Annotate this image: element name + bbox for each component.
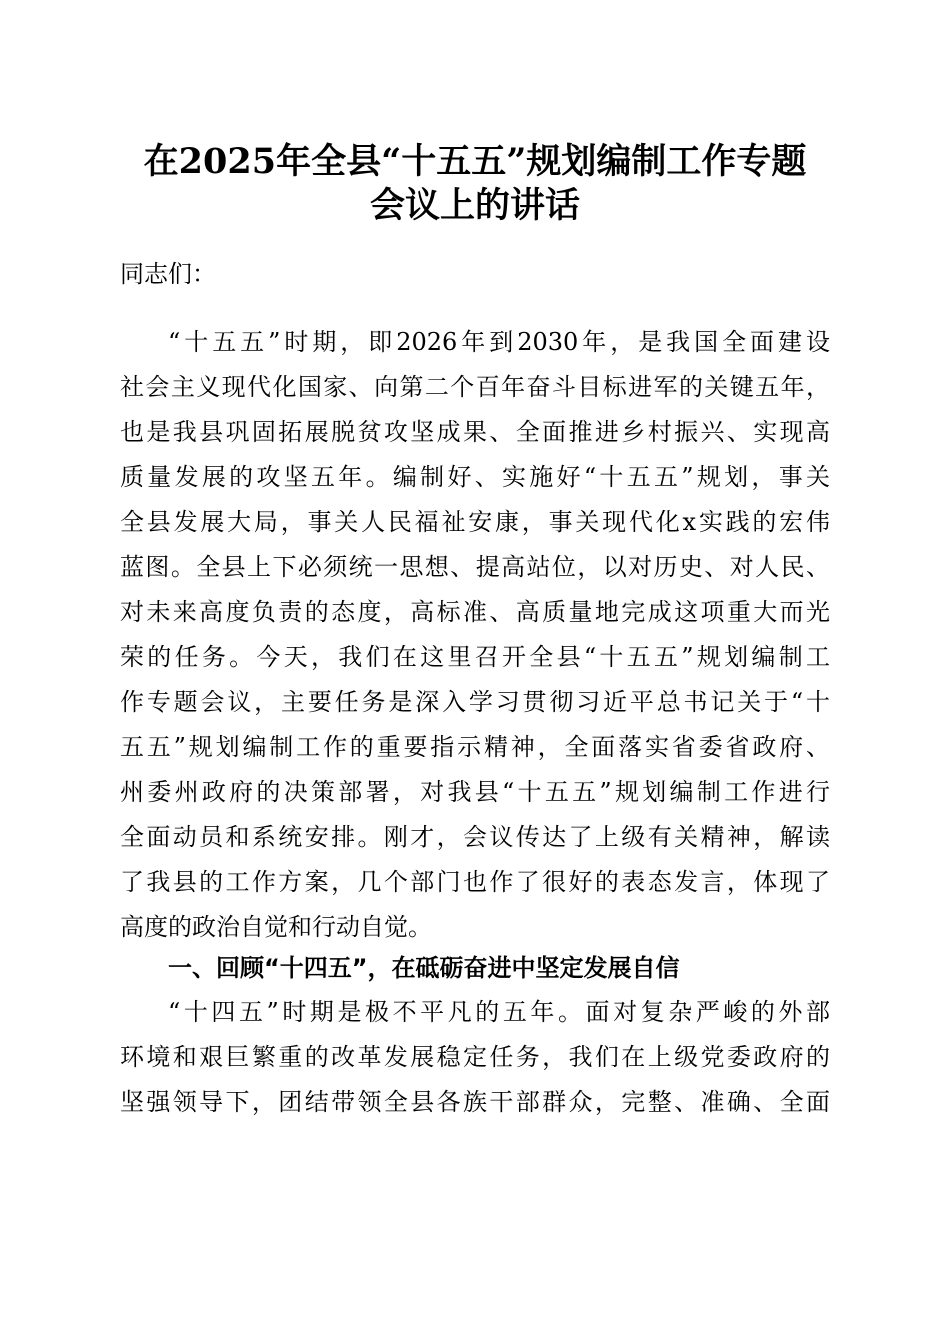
paragraph-line: 对未来高度负责的态度，高标准、高质量地完成这项重大而光 [120, 598, 830, 626]
paragraph-line: 蓝图。全县上下必须统一思想、提高站位，以对历史、对人民、 [120, 553, 830, 581]
paragraph-line: 环境和艰巨繁重的改革发展稳定任务，我们在上级党委政府的 [120, 1043, 830, 1071]
paragraph-line: 坚强领导下，团结带领全县各族干部群众，完整、准确、全面 [120, 1088, 830, 1116]
document-title-line-1: 在2025年全县“十五五”规划编制工作专题 [143, 141, 807, 182]
paragraph-line: 高度的政治自觉和行动自觉。 [120, 913, 432, 941]
paragraph-line: 也是我县巩固拓展脱贫攻坚成果、全面推进乡村振兴、实现高 [120, 418, 830, 446]
paragraph-line: 州委州政府的决策部署，对我县“十五五”规划编制工作进行 [120, 778, 830, 806]
paragraph-line: 五五”规划编制工作的重要指示精神，全面落实省委省政府、 [120, 733, 830, 761]
paragraph-line: 了我县的工作方案，几个部门也作了很好的表态发言，体现了 [120, 868, 830, 896]
section-heading: 一、回顾“十四五”，在砥砺奋进中坚定发展自信 [168, 954, 680, 982]
paragraph-line: “十五五”时期，即2026年到2030年，是我国全面建设 [168, 328, 830, 356]
paragraph-line: 荣的任务。今天，我们在这里召开全县“十五五”规划编制工 [120, 643, 830, 671]
paragraph-line: 作专题会议，主要任务是深入学习贯彻习近平总书记关于“十 [120, 688, 830, 716]
paragraph-line: 社会主义现代化国家、向第二个百年奋斗目标进军的关键五年， [120, 373, 830, 401]
salutation: 同志们： [120, 260, 216, 288]
paragraph-line: 全面动员和系统安排。刚才，会议传达了上级有关精神，解读 [120, 823, 830, 851]
paragraph-line: “十四五”时期是极不平凡的五年。面对复杂严峻的外部 [168, 998, 830, 1026]
document-title-line-2: 会议上的讲话 [369, 185, 580, 226]
paragraph-line: 全县发展大局，事关人民福祉安康，事关现代化x实践的宏伟 [120, 508, 830, 536]
paragraph-line: 质量发展的攻坚五年。编制好、实施好“十五五”规划，事关 [120, 463, 830, 491]
